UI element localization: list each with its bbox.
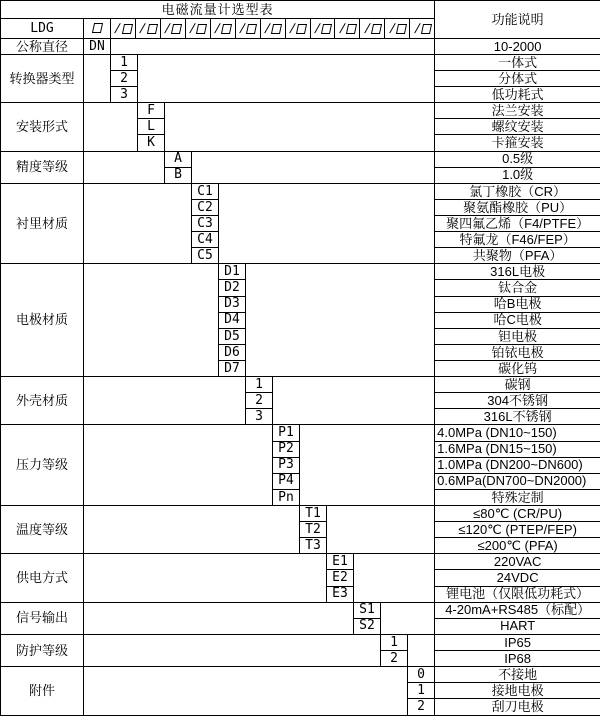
empty-span-cell: [84, 377, 246, 425]
digit-boxes-row: [111, 19, 434, 37]
value-cell: 0.5级: [435, 151, 600, 167]
code-cell: E3: [327, 586, 354, 602]
code-cell: P4: [273, 473, 300, 489]
slash-digit-box: [261, 19, 286, 37]
slash-glyph: /: [188, 21, 198, 36]
function-column-header: 功能说明: [435, 1, 600, 39]
code-cell: S2: [354, 618, 381, 634]
code-cell: 1: [246, 377, 273, 393]
digit-box-icon: [196, 24, 207, 34]
slash-digit-box: [236, 19, 261, 37]
code-cell: T1: [300, 505, 327, 521]
code-cell: T3: [300, 538, 327, 554]
code-cell: 2: [111, 71, 138, 87]
digit-box-icon: [371, 24, 382, 34]
slash-glyph: /: [387, 21, 397, 36]
value-cell: 304不锈钢: [435, 393, 600, 409]
slash-glyph: /: [338, 21, 347, 36]
code-cell: 2: [381, 650, 408, 666]
code-cell: C5: [192, 248, 219, 264]
empty-span-cell: [408, 634, 435, 666]
code-cell: D3: [219, 296, 246, 312]
value-cell: 接地电极: [435, 683, 600, 699]
value-cell: 哈B电极: [435, 296, 600, 312]
digit-box-icon: [421, 24, 432, 34]
empty-span-cell: [84, 54, 111, 102]
value-cell: 刮刀电极: [435, 699, 600, 716]
slash-digit-box: [111, 19, 136, 37]
category-label: 温度等级: [1, 505, 84, 553]
value-cell: 10-2000: [435, 38, 600, 54]
code-cell: 3: [111, 87, 138, 103]
digit-box-icon: [271, 24, 282, 34]
category-label: 外壳材质: [1, 377, 84, 425]
category-label: 衬里材质: [1, 183, 84, 264]
category-label: 精度等级: [1, 151, 84, 183]
slash-glyph: /: [213, 21, 223, 36]
category-label: 转换器类型: [1, 54, 84, 102]
category-label: 供电方式: [1, 554, 84, 602]
slash-digit-box: [311, 19, 336, 37]
value-cell: 一体式: [435, 54, 600, 70]
empty-span-cell: [300, 425, 435, 506]
slash-digit-box: [385, 19, 410, 37]
value-cell: 316L不锈钢: [435, 409, 600, 425]
code-cell: D5: [219, 328, 246, 344]
value-cell: 1.0MPa (DN200~DN600): [435, 457, 600, 473]
value-cell: 特氟龙（F46/FEP）: [435, 232, 600, 248]
code-cell: C1: [192, 183, 219, 199]
digit-box-icon: [221, 24, 232, 34]
empty-span-cell: [84, 103, 138, 151]
slash-glyph: /: [363, 21, 372, 36]
empty-span-cell: [273, 377, 435, 425]
value-cell: 锂电池（仅限低功耗式）: [435, 586, 600, 602]
first-digit-box-cell: [84, 19, 111, 38]
empty-span-cell: [246, 264, 435, 377]
value-cell: 24VDC: [435, 570, 600, 586]
slash-glyph: /: [113, 21, 123, 36]
value-cell: 聚四氟乙烯（F4/PTFE）: [435, 216, 600, 232]
empty-span-cell: [381, 602, 435, 634]
value-cell: 1.6MPa (DN15~150): [435, 441, 600, 457]
slash-digit-box: [211, 19, 236, 37]
code-cell: T2: [300, 522, 327, 538]
value-cell: 4-20mA+RS485（标配）: [435, 602, 600, 618]
code-cell: B: [165, 167, 192, 183]
code-cell: 2: [408, 699, 435, 716]
value-cell: 碳钢: [435, 377, 600, 393]
value-cell: 法兰安装: [435, 103, 600, 119]
category-label: 信号输出: [1, 602, 84, 634]
value-cell: 钽电极: [435, 328, 600, 344]
code-cell: D1: [219, 264, 246, 280]
digit-box-icon: [171, 24, 182, 34]
code-cell: E1: [327, 554, 354, 570]
empty-span-cell: [138, 54, 435, 102]
empty-span-cell: [192, 151, 435, 183]
digit-box-icon: [346, 24, 357, 34]
code-cell: DN: [84, 38, 111, 54]
digit-box-icon: [146, 24, 157, 34]
code-cell: 0: [408, 667, 435, 683]
code-cell: S1: [354, 602, 381, 618]
empty-span-cell: [84, 264, 219, 377]
digit-box-icon: [321, 24, 332, 34]
value-cell: IP68: [435, 650, 600, 666]
code-cell: 2: [246, 393, 273, 409]
code-cell: D4: [219, 312, 246, 328]
table-title: 电磁流量计选型表: [1, 1, 435, 19]
slash-digit-box: [136, 19, 161, 37]
value-cell: 低功耗式: [435, 87, 600, 103]
slash-digit-box: [335, 19, 360, 37]
slash-glyph: /: [138, 21, 148, 36]
value-cell: 1.0级: [435, 167, 600, 183]
value-cell: ≤120℃ (PTEP/FEP): [435, 522, 600, 538]
empty-span-cell: [84, 634, 381, 666]
slash-glyph: /: [313, 21, 322, 36]
code-cell: 1: [111, 54, 138, 70]
model-prefix-cell: LDG: [1, 19, 84, 38]
code-cell: D6: [219, 344, 246, 360]
empty-span-cell: [327, 505, 435, 553]
code-cell: D2: [219, 280, 246, 296]
empty-span-cell: [84, 425, 273, 506]
code-cell: E2: [327, 570, 354, 586]
empty-span-cell: [354, 554, 435, 602]
digit-box-icon: [91, 23, 102, 33]
slash-glyph: /: [163, 21, 173, 36]
category-label: 压力等级: [1, 425, 84, 506]
category-label: 电极材质: [1, 264, 84, 377]
selection-table-body: [1, 1, 600, 716]
code-cell: F: [138, 103, 165, 119]
category-label: 安装形式: [1, 103, 84, 151]
empty-span-cell: [219, 183, 435, 264]
value-cell: 铂铱电极: [435, 344, 600, 360]
value-cell: 特殊定制: [435, 489, 600, 505]
empty-span-cell: [111, 38, 435, 54]
code-cell: 1: [381, 634, 408, 650]
empty-span-cell: [84, 505, 300, 553]
value-cell: ≤80℃ (CR/PU): [435, 505, 600, 521]
slash-glyph: /: [288, 21, 297, 36]
slash-digit-box: [286, 19, 311, 37]
empty-span-cell: [84, 667, 408, 716]
code-cell: C2: [192, 199, 219, 215]
value-cell: 0.6MPa(DN700~DN2000): [435, 473, 600, 489]
value-cell: 不接地: [435, 667, 600, 683]
value-cell: HART: [435, 618, 600, 634]
digit-boxes-cell: [111, 19, 435, 38]
value-cell: 220VAC: [435, 554, 600, 570]
code-cell: D7: [219, 360, 246, 376]
code-cell: P2: [273, 441, 300, 457]
code-cell: C3: [192, 216, 219, 232]
category-label: 公称直径: [1, 38, 84, 54]
value-cell: 4.0MPa (DN10~150): [435, 425, 600, 441]
digit-box-icon: [296, 24, 307, 34]
empty-span-cell: [84, 151, 165, 183]
value-cell: IP65: [435, 634, 600, 650]
value-cell: 螺纹安装: [435, 119, 600, 135]
code-cell: A: [165, 151, 192, 167]
value-cell: 卡箍安装: [435, 135, 600, 151]
code-cell: P3: [273, 457, 300, 473]
code-cell: P1: [273, 425, 300, 441]
category-label: 防护等级: [1, 634, 84, 666]
value-cell: 分体式: [435, 71, 600, 87]
slash-digit-box: [410, 19, 434, 37]
code-cell: L: [138, 119, 165, 135]
slash-digit-box: [186, 19, 211, 37]
slash-digit-box: [360, 19, 385, 37]
empty-span-cell: [84, 183, 192, 264]
empty-span-cell: [84, 554, 327, 602]
value-cell: 钛合金: [435, 280, 600, 296]
code-cell: C4: [192, 232, 219, 248]
digit-box-icon: [122, 24, 133, 34]
value-cell: 共聚物（PFA）: [435, 248, 600, 264]
code-cell: 3: [246, 409, 273, 425]
category-label: 附件: [1, 667, 84, 716]
digit-box-icon: [396, 24, 407, 34]
slash-glyph: /: [412, 21, 422, 36]
empty-span-cell: [84, 602, 354, 634]
code-cell: 1: [408, 683, 435, 699]
value-cell: 哈C电极: [435, 312, 600, 328]
code-cell: K: [138, 135, 165, 151]
value-cell: ≤200℃ (PFA): [435, 538, 600, 554]
value-cell: 316L电极: [435, 264, 600, 280]
code-cell: Pn: [273, 489, 300, 505]
slash-glyph: /: [238, 21, 248, 36]
slash-glyph: /: [263, 21, 272, 36]
digit-box-icon: [246, 24, 257, 34]
value-cell: 氯丁橡胶（CR）: [435, 183, 600, 199]
empty-span-cell: [165, 103, 435, 151]
value-cell: 碳化钨: [435, 360, 600, 376]
value-cell: 聚氨酯橡胶（PU）: [435, 199, 600, 215]
slash-digit-box: [161, 19, 186, 37]
